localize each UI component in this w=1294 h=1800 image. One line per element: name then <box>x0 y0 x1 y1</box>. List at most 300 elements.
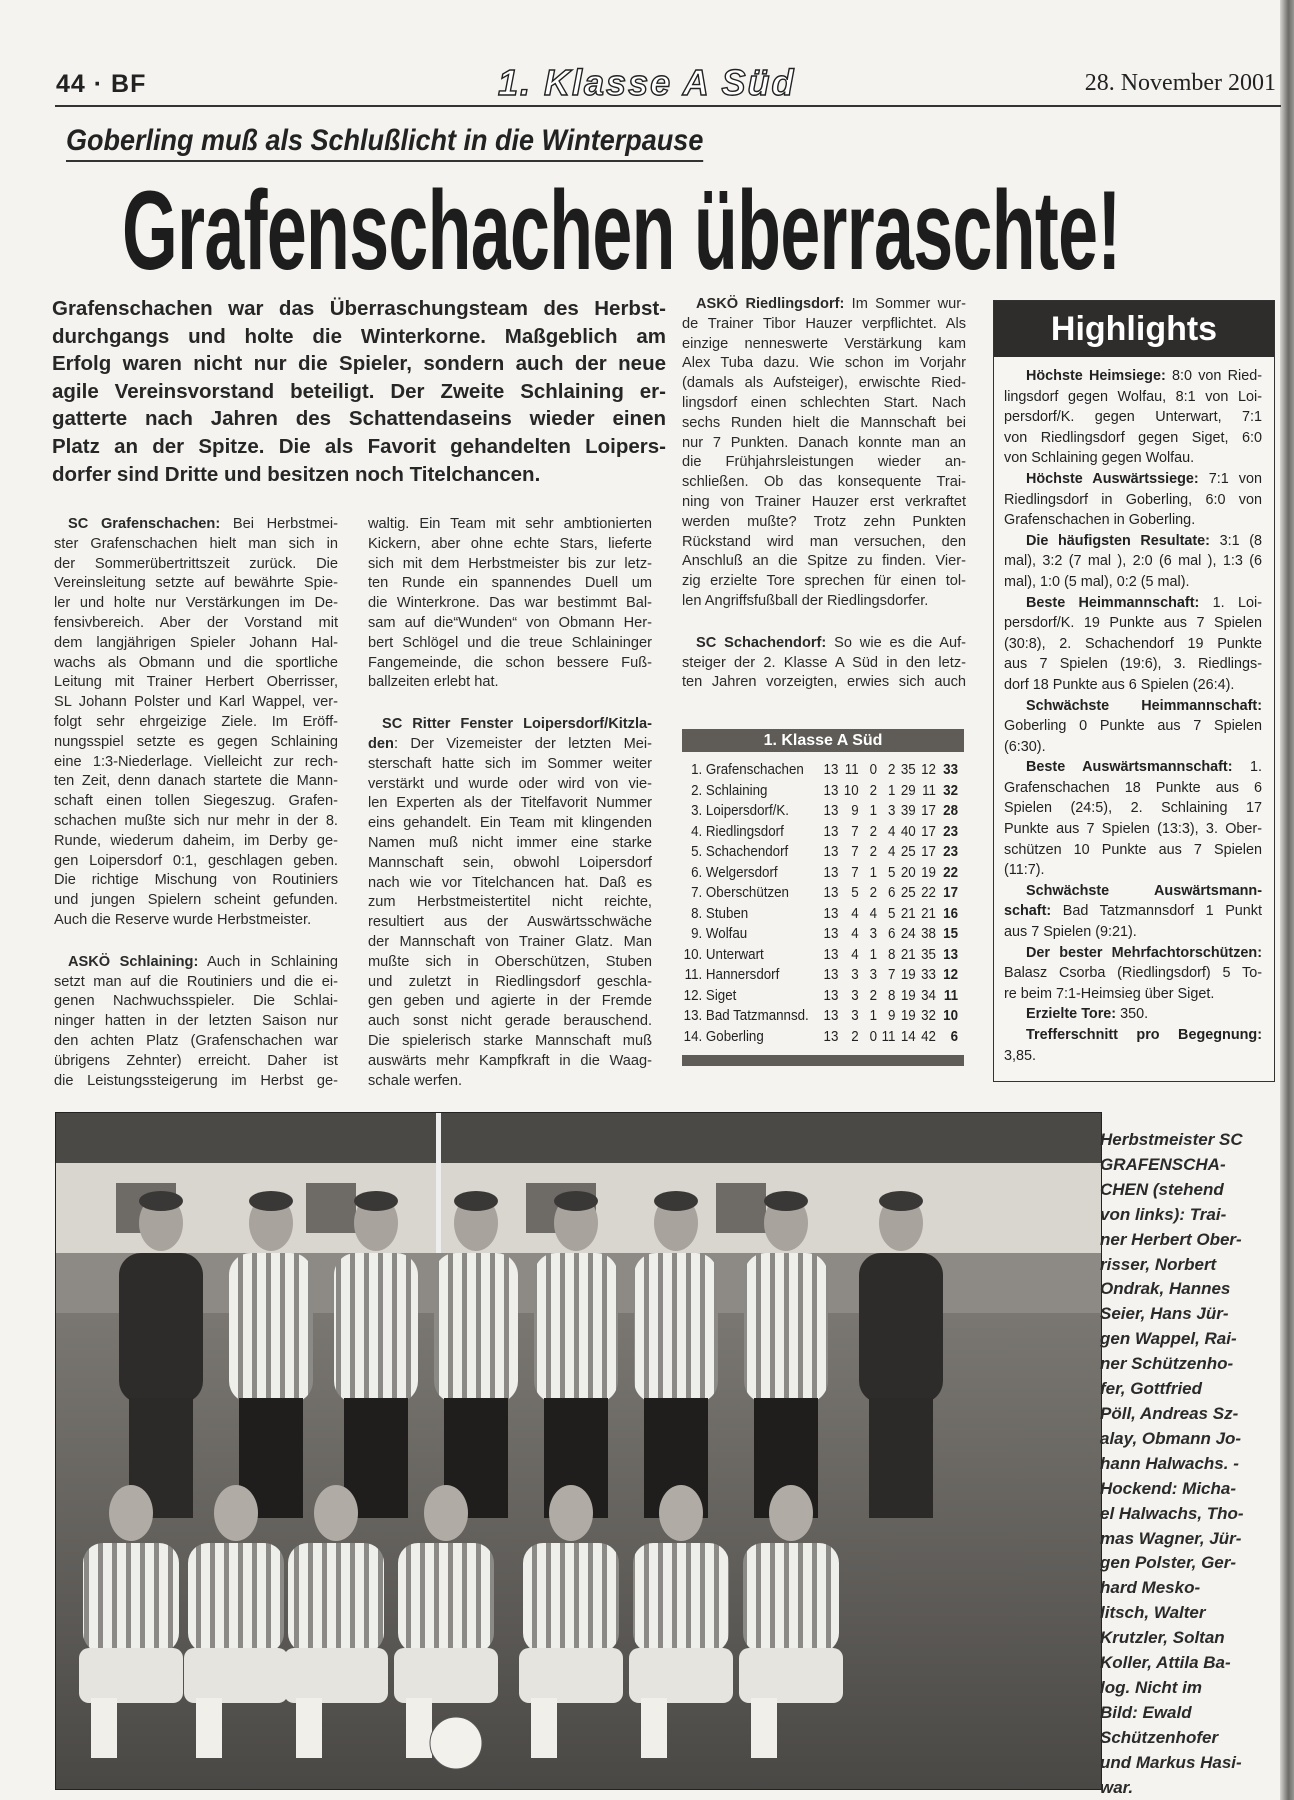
highlights-box <box>993 300 1275 1082</box>
league-table-footer-bar <box>682 1055 964 1066</box>
text-line <box>1004 757 1262 778</box>
text-line: Vereinsleitung setzte auf bewährte Spie- <box>54 575 338 592</box>
page-number: 44 · BF <box>56 70 147 98</box>
cell-team: Grafenschachen <box>705 762 804 778</box>
league-table <box>682 729 964 1066</box>
text-line: wachs als Obmann und die sportliche <box>54 654 338 671</box>
caption-line: Herbstmeister SC <box>1100 1130 1243 1149</box>
hair <box>654 1191 698 1211</box>
text-column-1 <box>54 515 338 1113</box>
paragraph-lead-in: SC Schachendorf: <box>696 634 827 651</box>
text-line: Spielen (24:5), 2. Schlaining 17 <box>1004 800 1262 817</box>
sock <box>531 1698 557 1758</box>
text-column-2 <box>368 515 652 1113</box>
text-line: der Sommerübertrittszeit zurück. Die <box>54 555 338 572</box>
shorts <box>184 1648 288 1703</box>
cell-points: 10 <box>943 1008 958 1024</box>
text-line: de Trainer Tibor Hauzer verpflichtet. Als <box>682 315 966 332</box>
cell-rank: 2. <box>691 782 703 799</box>
cell-lost: 5 <box>888 905 896 922</box>
line-text: : Der Vizemeister der letzten Mei- <box>393 735 652 752</box>
caption-line: fer, Gottfried <box>1100 1379 1203 1399</box>
cell-team: Hannersdorf <box>705 967 780 983</box>
text-line: Die richtige Mischung von Routiniers <box>54 872 338 889</box>
cell-won: 4 <box>851 926 859 942</box>
cell-drawn: 4 <box>869 905 878 922</box>
text-line: Grafenschachen war das Überraschungsteam des Herbst- <box>52 297 666 320</box>
text-line: sechs Runden hielt die Mannschaft bei <box>682 414 966 431</box>
text-line: Erfolg waren nicht nur die Spieler, sondern auch der neue <box>52 352 666 376</box>
cell-won: 7 <box>851 823 859 840</box>
table-row <box>682 904 964 925</box>
league-table-rows <box>682 752 964 1047</box>
text-line: (damals als Aufsteiger), erwischte Ried- <box>682 375 966 392</box>
line-text: 7:1 von <box>1198 470 1262 487</box>
cell-goals-for: 21 <box>900 946 916 963</box>
table-row <box>682 965 964 986</box>
cell-won: 2 <box>851 1028 859 1045</box>
text-line: gen geben und agierte in der Fremde <box>368 993 652 1010</box>
cell-rank: 1. <box>691 762 703 778</box>
cell-points: 11 <box>943 987 958 1004</box>
paragraph <box>1004 1004 1262 1025</box>
cell-played: 13 <box>823 987 839 1004</box>
text-line: einzige nenneswerte Verstärkung kam <box>682 335 966 352</box>
cell-played: 13 <box>823 762 839 778</box>
paragraph-lead-in: SC Ritter Fenster Loipersdorf/Kitzla- <box>382 716 652 733</box>
cell-rank: 9. <box>691 926 703 942</box>
caption-line: Ondrak, Hannes <box>1100 1279 1231 1299</box>
cell-team: Welgersdorf <box>705 864 778 881</box>
caption-line: el Halwachs, Tho- <box>1100 1503 1244 1523</box>
cell-won: 3 <box>851 967 859 983</box>
caption-line: Seier, Hans Jür- <box>1100 1304 1229 1324</box>
text-line: eins gehandelt. Ein Team mit klingenden <box>368 815 652 832</box>
striped-jersey <box>334 1253 418 1403</box>
caption-line: war. <box>1100 1777 1134 1797</box>
cell-played: 13 <box>823 926 839 942</box>
cell-goals-against: 21 <box>921 905 936 922</box>
sock <box>91 1698 117 1758</box>
cell-points: 22 <box>943 864 958 881</box>
highlights-body <box>994 357 1274 1066</box>
line-text: Auch in Schlaining <box>198 953 338 970</box>
cell-team: Unterwart <box>705 946 764 963</box>
text-line: mal), 3:2 (7 mal ), 2:0 (6 mal ), 1:3 (6 <box>1004 553 1262 570</box>
paragraph <box>54 953 338 1092</box>
team-photo <box>55 1112 1102 1790</box>
cell-drawn: 2 <box>869 844 878 860</box>
text-line <box>1004 366 1262 387</box>
trousers <box>869 1398 933 1518</box>
table-row <box>682 883 964 904</box>
cell-won: 5 <box>851 885 859 901</box>
striped-jersey <box>398 1543 494 1653</box>
header-rule <box>55 105 1281 107</box>
text-line: Runde, wiederum daheim, im Derby ge- <box>54 832 338 849</box>
text-line: Balasz Csorba (Riedlingsdorf) 5 To- <box>1004 965 1262 982</box>
article-headline: Grafenschachen überraschte! <box>122 168 1121 293</box>
hair <box>249 1191 293 1211</box>
caption-line: alay, Obmann Jo- <box>1100 1428 1242 1448</box>
cell-played: 13 <box>823 823 839 840</box>
caption-line: Schützenhofer <box>1100 1727 1219 1747</box>
caption-line: Hockend: Micha- <box>1100 1478 1237 1498</box>
article-kicker: Goberling muß als Schlußlicht in die Winterpause <box>66 124 703 162</box>
text-line: sterschaft hatte sich im Sommer weiter <box>368 755 652 772</box>
cell-points: 33 <box>943 762 958 778</box>
head <box>424 1485 468 1541</box>
paragraph <box>54 515 338 931</box>
text-line: bert Schlögel und die treue Schlaininger <box>368 634 652 651</box>
striped-jersey <box>634 1253 718 1403</box>
table-row <box>682 986 964 1007</box>
text-line: Grafenschachen in Goberling. <box>1004 512 1196 529</box>
cell-points: 32 <box>943 782 958 799</box>
cell-goals-for: 29 <box>900 782 916 799</box>
line-text: Bad Tatzmannsdorf 1 Punkt <box>1051 903 1262 920</box>
cell-lost: 4 <box>888 844 896 860</box>
text-line: folgt sehr ehrgeizige Ziele. Im Eröff- <box>54 713 338 730</box>
text-line <box>1004 696 1262 717</box>
text-line: eine 1:3-Niederlage. Vielleicht zur rech- <box>54 753 338 770</box>
shorts <box>284 1648 388 1703</box>
shorts <box>519 1648 623 1703</box>
cell-goals-against: 17 <box>921 844 936 860</box>
cell-drawn: 1 <box>869 946 878 963</box>
text-line <box>1004 531 1262 552</box>
caption-line: mas Wagner, Jür- <box>1100 1528 1242 1548</box>
cell-played: 13 <box>823 905 839 922</box>
text-line <box>368 735 652 755</box>
cell-rank: 3. <box>691 803 703 819</box>
line-text: 3:1 (8 <box>1209 532 1262 549</box>
paragraph-lead-in: Der bester Mehrfachtorschützen: <box>1026 944 1262 961</box>
text-line: lingsdorf einen schlechten Start. Nach <box>682 394 966 411</box>
paragraph <box>368 715 652 1091</box>
cell-goals-against: 33 <box>921 967 936 983</box>
text-line: und jungen Spielern scheint gefunden. <box>54 892 338 909</box>
cell-won: 3 <box>851 987 859 1004</box>
paragraph <box>682 295 966 612</box>
striped-jersey <box>188 1543 284 1653</box>
cell-team: Goberling <box>705 1028 764 1045</box>
paragraph-lead-in: schaft: <box>1004 903 1052 920</box>
paragraph <box>1004 943 1262 1005</box>
paragraph <box>52 295 666 488</box>
line-text: 1. <box>1232 759 1262 776</box>
table-row <box>682 863 964 884</box>
cell-drawn: 3 <box>869 967 878 983</box>
cell-played: 13 <box>823 1028 839 1045</box>
head <box>109 1485 153 1541</box>
text-line: Rückstand wird man versuchen, den <box>682 533 966 550</box>
striped-jersey <box>83 1543 179 1653</box>
section-title: 1. Klasse A Süd <box>498 62 796 103</box>
team-photo-image <box>56 1113 1101 1789</box>
text-line: zig erzielte Tore sprechen für einen tol- <box>682 573 966 590</box>
cell-rank: 4. <box>691 823 703 840</box>
text-line <box>1004 469 1262 490</box>
league-table-title: 1. Klasse A Süd <box>682 729 964 752</box>
football <box>430 1717 482 1769</box>
text-line: die Frühjahrsleistungen wieder an- <box>682 454 966 471</box>
cell-rank: 13. <box>683 1008 703 1024</box>
caption-line: log. Nicht im <box>1100 1677 1202 1697</box>
cell-points: 6 <box>950 1028 958 1045</box>
text-line: ning von Trainer Hauzer erst verkraftet <box>682 493 966 510</box>
line-text: Bei Herbstmei- <box>220 516 338 532</box>
text-line: Punkte aus 7 Spielen (13:3), 3. Ober- <box>1004 821 1262 838</box>
text-line <box>54 515 338 535</box>
sock <box>406 1698 432 1758</box>
clubhouse-roof <box>56 1113 1101 1163</box>
caption-line: ner Herbert Ober- <box>1100 1229 1242 1249</box>
text-line: re beim 7:1-Heimsieg über Siget. <box>1004 985 1215 1002</box>
caption-line: CHEN (stehend <box>1100 1179 1224 1199</box>
text-line: lingsdorf gegen Wolfau, 8:1 von Loi- <box>1004 388 1262 405</box>
cell-goals-for: 24 <box>900 926 916 942</box>
cell-points: 28 <box>943 803 958 819</box>
cell-goals-for: 19 <box>900 967 916 983</box>
text-line: zum Herbstmeistertitel nicht reichte, <box>368 894 652 911</box>
caption-line: hard Mesko- <box>1100 1578 1201 1598</box>
line-text: 8:0 von Ried- <box>1165 368 1262 384</box>
caption-line: Pöll, Andreas Sz- <box>1100 1403 1239 1423</box>
hair <box>354 1191 398 1211</box>
cell-rank: 7. <box>691 885 703 901</box>
cell-team: Riedlingsdorf <box>705 823 784 840</box>
text-line: setzt man auf die Routiniers und die ei- <box>54 973 338 990</box>
text-line: sich mit dem Herbstmeister bis zur letz- <box>368 555 652 572</box>
cell-played: 13 <box>823 967 839 983</box>
text-line: von Schlaining gegen Wolfau. <box>1004 450 1195 467</box>
caption-line: ner Schützenho- <box>1100 1354 1234 1374</box>
cell-drawn: 2 <box>869 782 878 799</box>
text-line: gen Loipersdorf 0:1, geschlagen geben. <box>54 852 338 869</box>
cell-lost: 1 <box>888 782 896 799</box>
cell-played: 13 <box>823 844 839 860</box>
paragraph-lead-in: den <box>368 735 394 752</box>
striped-jersey <box>633 1543 729 1653</box>
cell-team: Stuben <box>705 905 749 922</box>
text-line: schließen. Ob das konsequente Trai- <box>682 474 966 491</box>
text-line: Leitung mit Trainer Herbert Oberrisser, <box>54 674 338 691</box>
cell-team: Oberschützen <box>705 885 789 901</box>
text-line <box>1004 1025 1262 1046</box>
cell-rank: 8. <box>691 905 703 922</box>
cell-points: 16 <box>943 905 958 922</box>
cell-team: Loipersdorf/K. <box>705 803 789 819</box>
text-line: mußte sich in Oberschützen, Stuben <box>368 953 652 970</box>
text-line: sam auf die“Wunden“ von Obmann Her- <box>368 614 652 631</box>
cell-drawn: 3 <box>869 926 878 942</box>
text-line: Goberling 0 Punkte aus 7 Spielen <box>1004 718 1262 735</box>
paragraph-lead-in: Höchste Heimsiege: <box>1026 368 1166 384</box>
text-line: dorf 18 Punkte aus 6 Spielen (26:4). <box>1004 676 1235 693</box>
text-line: nungsspiel setzte es gegen Schlaining <box>54 733 338 750</box>
cell-points: 23 <box>943 844 958 860</box>
text-line: dem langjährigen Spieler Johann Hal- <box>54 634 338 651</box>
hair <box>554 1191 598 1211</box>
cell-goals-for: 19 <box>900 1008 916 1024</box>
cell-goals-against: 34 <box>921 987 936 1004</box>
paragraph-lead-in: Schwächste Auswärtsmann- <box>1026 882 1262 899</box>
text-line <box>368 715 652 735</box>
text-line <box>54 953 338 973</box>
text-line: durchgangs und holte die Winterkorne. Maßgeblich am <box>52 324 666 348</box>
cell-goals-for: 20 <box>900 864 916 881</box>
text-line: Namen muß nicht immer eine starke <box>368 834 652 851</box>
striped-jersey <box>534 1253 618 1403</box>
cell-points: 17 <box>943 885 958 901</box>
cell-rank: 11. <box>684 967 703 983</box>
cell-drawn: 1 <box>869 803 878 819</box>
text-line <box>1004 901 1262 922</box>
text-line: schützen 10 Punkte aus 7 Spielen <box>1004 841 1262 858</box>
cell-team: Bad Tatzmannsd. <box>705 1008 809 1024</box>
text-line: agile Vereinsvorstand beteiligt. Der Zweite Schlaining er- <box>52 379 666 403</box>
caption-line: gen Wappel, Rai- <box>1100 1329 1237 1349</box>
paragraph-lead-in: Trefferschnitt pro Begegnung: <box>1026 1027 1262 1043</box>
window <box>306 1183 356 1233</box>
cell-played: 13 <box>823 864 839 881</box>
cell-rank: 12. <box>683 987 703 1004</box>
text-line: ten Zeit, denn danach startete die Mann- <box>54 773 338 790</box>
line-text: Im Sommer wur- <box>844 296 966 312</box>
text-line: Auch die Reserve wurde Herbstmeister. <box>54 911 312 928</box>
caption-line: Bild: Ewald <box>1100 1702 1192 1722</box>
cell-drawn: 2 <box>869 885 878 901</box>
shorts <box>79 1648 183 1703</box>
cell-goals-against: 17 <box>921 823 936 840</box>
text-line: ninger hatten in der letzten Saison nur <box>54 1013 338 1030</box>
cell-drawn: 2 <box>869 823 878 840</box>
cell-goals-against: 11 <box>922 782 936 799</box>
text-line: persdorf/K. gegen Unterwart, 7:1 <box>1004 409 1262 426</box>
text-line: waltig. Ein Team mit sehr ambtionierten <box>368 516 652 532</box>
line-text: 1. Loi- <box>1199 594 1262 611</box>
text-line <box>682 634 966 654</box>
text-line: Riedlingsdorf in Goberling, 6:0 von <box>1004 491 1262 508</box>
striped-jersey <box>744 1253 828 1403</box>
text-line: dorfer sind Dritte und besitzen noch Titelchancen. <box>52 462 541 486</box>
text-line: Platz an der Spitze. Die als Favorit gehandelten Loipers- <box>52 434 666 458</box>
cell-lost: 6 <box>888 926 896 942</box>
cell-lost: 6 <box>888 885 896 901</box>
paragraph <box>368 515 652 693</box>
cell-goals-for: 25 <box>900 885 916 901</box>
cell-rank: 5. <box>691 844 703 860</box>
caption-line: hann Halwachs. - <box>1100 1453 1239 1473</box>
text-line: ster Grafenschachen hielt man sich in <box>54 535 338 552</box>
cell-team: Wolfau <box>705 926 748 942</box>
text-line: Kickern, aber ohne echte Stars, lieferte <box>368 535 652 552</box>
text-line: (11:7). <box>1004 862 1045 879</box>
cell-lost: 5 <box>888 864 896 881</box>
striped-jersey <box>743 1543 839 1653</box>
cell-won: 4 <box>851 905 859 922</box>
cell-lost: 2 <box>888 762 896 778</box>
caption-line: litsch, Walter <box>1100 1603 1206 1623</box>
paragraph <box>1004 593 1262 696</box>
text-line <box>682 295 966 315</box>
cell-goals-for: 25 <box>900 844 916 860</box>
table-row <box>682 822 964 843</box>
text-line: mal), 1:0 (5 mal), 0:2 (5 mal). <box>1004 573 1190 590</box>
text-line: nur 7 Punkten. Danach konnte man an <box>682 434 966 451</box>
text-line: die Winterkrone. Das war bestimmt Bal- <box>368 595 652 612</box>
paragraph <box>682 634 966 693</box>
head <box>769 1485 813 1541</box>
line-text: So wie es die Auf- <box>826 634 966 651</box>
text-line: Fangemeinde, die schon bessere Fuß- <box>368 654 652 671</box>
paragraph-lead-in: Die häufigsten Resultate: <box>1026 532 1210 549</box>
head <box>549 1485 593 1541</box>
text-line: len Experten als der Titelfavorit Nummer <box>368 795 652 812</box>
cell-rank: 6. <box>691 864 703 881</box>
cell-goals-against: 22 <box>921 885 936 901</box>
text-line: verstärkt und wurde oder wird von vie- <box>368 775 652 792</box>
cell-goals-for: 14 <box>900 1028 916 1045</box>
cell-points: 15 <box>943 926 958 942</box>
paragraph <box>1004 366 1262 469</box>
cell-won: 11 <box>844 762 859 778</box>
text-line: von Riedlingsdorf gegen Siget, 6:0 <box>1004 429 1262 446</box>
paragraph <box>1004 469 1262 531</box>
text-line: auswärts mehr Kampfkraft in die Waag- <box>368 1052 652 1069</box>
cell-team: Schachendorf <box>705 844 789 860</box>
cell-lost: 8 <box>888 946 896 963</box>
text-line <box>1004 943 1262 964</box>
head <box>659 1485 703 1541</box>
text-line: (6:30). <box>1004 738 1046 755</box>
cell-goals-against: 35 <box>921 946 936 963</box>
cell-drawn: 1 <box>869 1008 878 1024</box>
paragraph <box>1004 1025 1262 1066</box>
text-line: übrigens Zehnter) erreicht. Daher ist <box>54 1052 338 1069</box>
caption-line: GRAFENSCHA- <box>1100 1154 1226 1174</box>
text-line: Die spielerisch starke Mannschaft muß <box>368 1032 652 1049</box>
text-line: gatterte nach Jahren des Schattendaseins wieder einen <box>52 407 666 431</box>
text-line: ten Runde ein spannendes Duell um <box>368 575 652 592</box>
text-line: ballzeiten erlebt hat. <box>368 674 499 691</box>
hair <box>764 1191 808 1211</box>
text-line: (30:8), 2. Schachendorf 19 Punkte <box>1004 635 1262 652</box>
text-line: SL Johann Polster und Karl Wappel, ver- <box>54 694 338 711</box>
cell-goals-against: 42 <box>921 1028 936 1045</box>
paragraph-lead-in: Beste Heimmannschaft: <box>1026 594 1200 611</box>
head <box>314 1485 358 1541</box>
head <box>214 1485 258 1541</box>
text-line: fensivbereich. Aber der Vorstand mit <box>54 614 338 631</box>
text-line: der Mannschaft von Trainer Glatz. Man <box>368 933 652 950</box>
table-row <box>682 781 964 802</box>
cell-drawn: 1 <box>869 864 878 881</box>
cell-points: 13 <box>943 946 958 963</box>
cell-lost: 11 <box>881 1028 896 1045</box>
text-line <box>1004 881 1262 902</box>
text-line: Alex Tuba dazu. Wie schon im Vorjahr <box>682 355 966 372</box>
text-line: aus 7 Spielen (19:6), 3. Riedlings- <box>1004 656 1262 673</box>
cell-goals-against: 32 <box>921 1008 936 1024</box>
text-line: und zuletzt in Riedlingsdorf geschla- <box>368 973 652 990</box>
striped-jersey <box>288 1543 384 1653</box>
paragraph-lead-in: Erzielte Tore: <box>1026 1006 1117 1023</box>
table-row <box>682 945 964 966</box>
cell-goals-for: 39 <box>900 803 916 819</box>
cell-won: 9 <box>851 803 859 819</box>
